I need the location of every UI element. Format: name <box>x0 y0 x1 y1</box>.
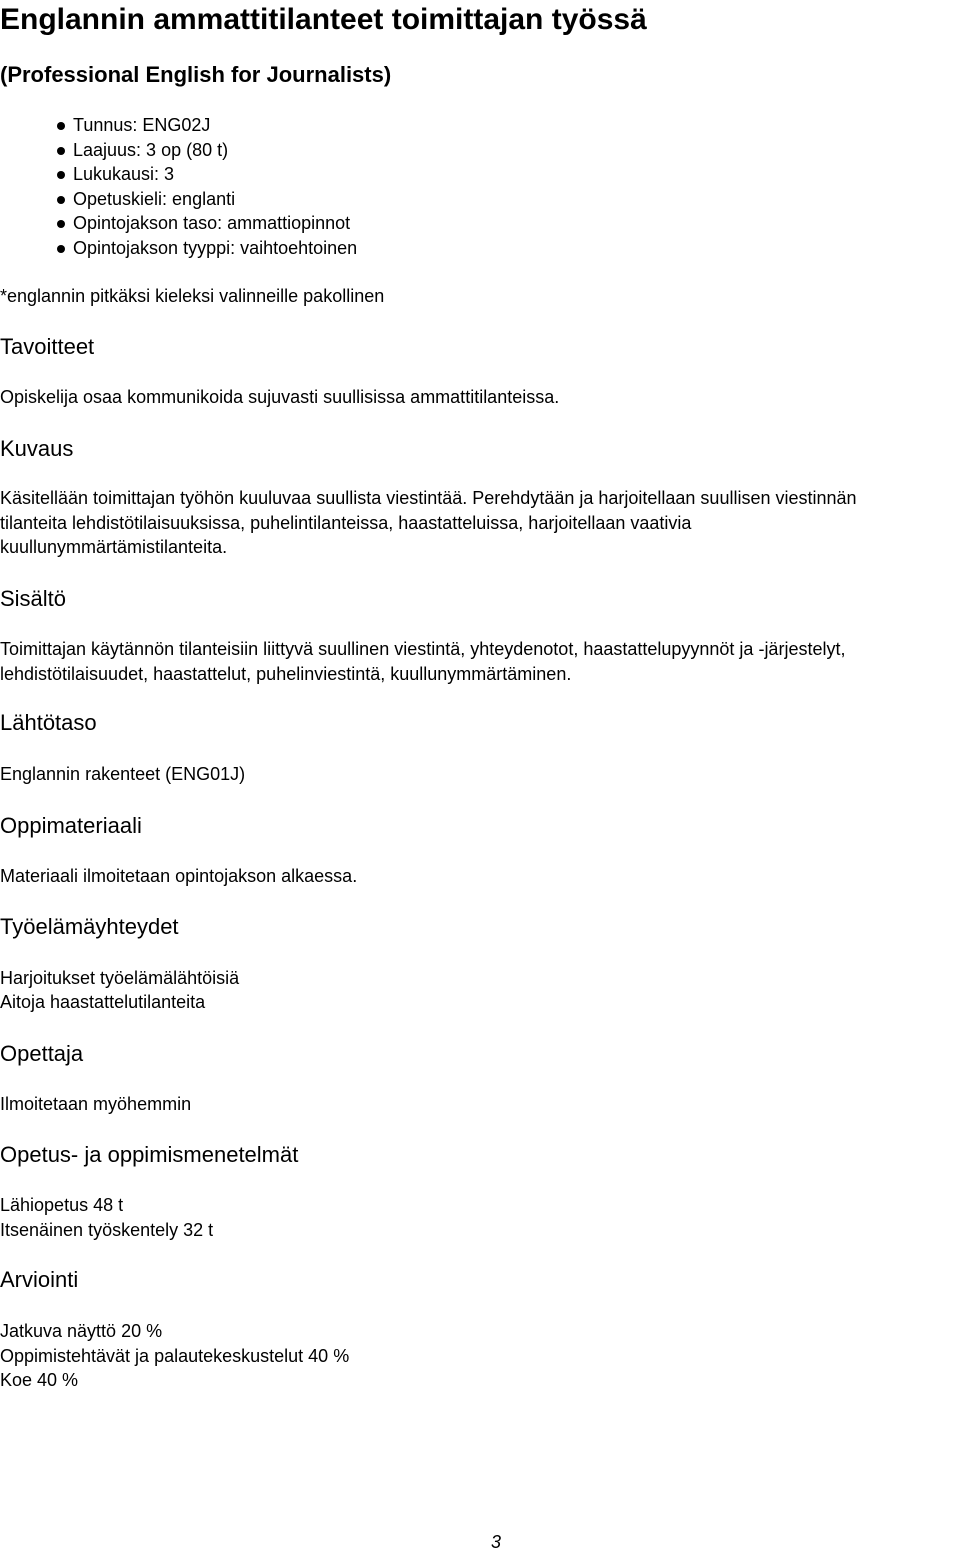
tavoitteet-text: Opiskelija osaa kommunikoida sujuvasti suullisissa ammattitilanteissa. <box>0 387 560 407</box>
tyoelama-text-line: Aitoja haastattelutilanteita <box>0 992 206 1012</box>
heading-kuvaus: Kuvaus <box>0 436 74 461</box>
arviointi-text-line: Jatkuva näyttö 20 % <box>0 1321 163 1341</box>
info-taso: Opintojakson taso: ammattiopinnot <box>73 213 351 233</box>
sisalto-text-line: lehdistötilaisuudet, haastattelut, puhelinviestintä, kuullunymmärtäminen. <box>0 663 572 684</box>
heading-menetelmat: Opetus- ja oppimismenetelmät <box>0 1142 299 1167</box>
heading-tavoitteet: Tavoitteet <box>0 334 95 359</box>
menetelmat-text-line: Itsenäinen työskentely 32 t <box>0 1219 214 1240</box>
page-subtitle: (Professional English for Journalists) <box>0 62 392 87</box>
heading-tyoelamayhteydet: Työelämäyhteydet <box>0 914 179 939</box>
info-lukukausi: Lukukausi: 3 <box>73 164 175 184</box>
info-tyyppi: Opintojakson tyyppi: vaihtoehtoinen <box>73 237 358 258</box>
list-item <box>0 113 357 138</box>
heading-arviointi: Arviointi <box>0 1267 79 1292</box>
kuvaus-text-line: kuullunymmärtämistilanteita. <box>0 537 228 557</box>
heading-opettaja: Opettaja <box>0 1041 84 1066</box>
page-title: Englannin ammattitilanteet toimittajan työssä <box>0 3 647 36</box>
bullet-icon <box>57 171 65 179</box>
requirement-note: *englannin pitkäksi kieleksi valinneille pakollinen <box>0 286 385 306</box>
list-item <box>0 211 357 236</box>
sisalto-text-line: Toimittajan käytännön tilanteisiin liittyvä suullinen viestintä, yhteydenotot, haastattelupyynnöt ja -järjestelyt, <box>0 639 846 659</box>
page-number: 3 <box>491 1532 502 1552</box>
bullet-icon <box>57 196 65 204</box>
kuvaus-text-line: Käsitellään toimittajan työhön kuuluvaa suullista viestintää. Perehdytään ja harjoitellaan suullisen viestinnän <box>0 488 857 508</box>
heading-oppimateriaali: Oppimateriaali <box>0 813 142 838</box>
heading-lahtotaso: Lähtötaso <box>0 710 97 735</box>
tyoelama-text-line: Harjoitukset työelämälähtöisiä <box>0 968 240 988</box>
lahtotaso-text: Englannin rakenteet (ENG01J) <box>0 764 246 784</box>
kuvaus-text-line: tilanteita lehdistötilaisuuksissa, puhelintilanteissa, haastatteluissa, harjoitellaan vaativia <box>0 512 692 533</box>
list-item <box>0 236 357 261</box>
arviointi-text-line: Oppimistehtävät ja palautekeskustelut 40 % <box>0 1345 350 1366</box>
info-laajuus: Laajuus: 3 op (80 t) <box>73 139 229 160</box>
bullet-icon <box>57 220 65 228</box>
bullet-icon <box>57 245 65 253</box>
info-opetuskieli: Opetuskieli: englanti <box>73 188 236 209</box>
list-item <box>0 187 357 212</box>
course-info-list <box>0 113 357 260</box>
opettaja-text: Ilmoitetaan myöhemmin <box>0 1094 192 1114</box>
bullet-icon <box>57 122 65 130</box>
arviointi-text-line: Koe 40 % <box>0 1370 79 1390</box>
menetelmat-text-line: Lähiopetus 48 t <box>0 1195 124 1215</box>
oppimateriaali-text: Materiaali ilmoitetaan opintojakson alkaessa. <box>0 866 358 886</box>
list-item <box>0 138 357 163</box>
heading-sisalto: Sisältö <box>0 586 67 611</box>
bullet-icon <box>57 147 65 155</box>
info-tunnus: Tunnus: ENG02J <box>73 115 211 135</box>
list-item <box>0 162 357 187</box>
